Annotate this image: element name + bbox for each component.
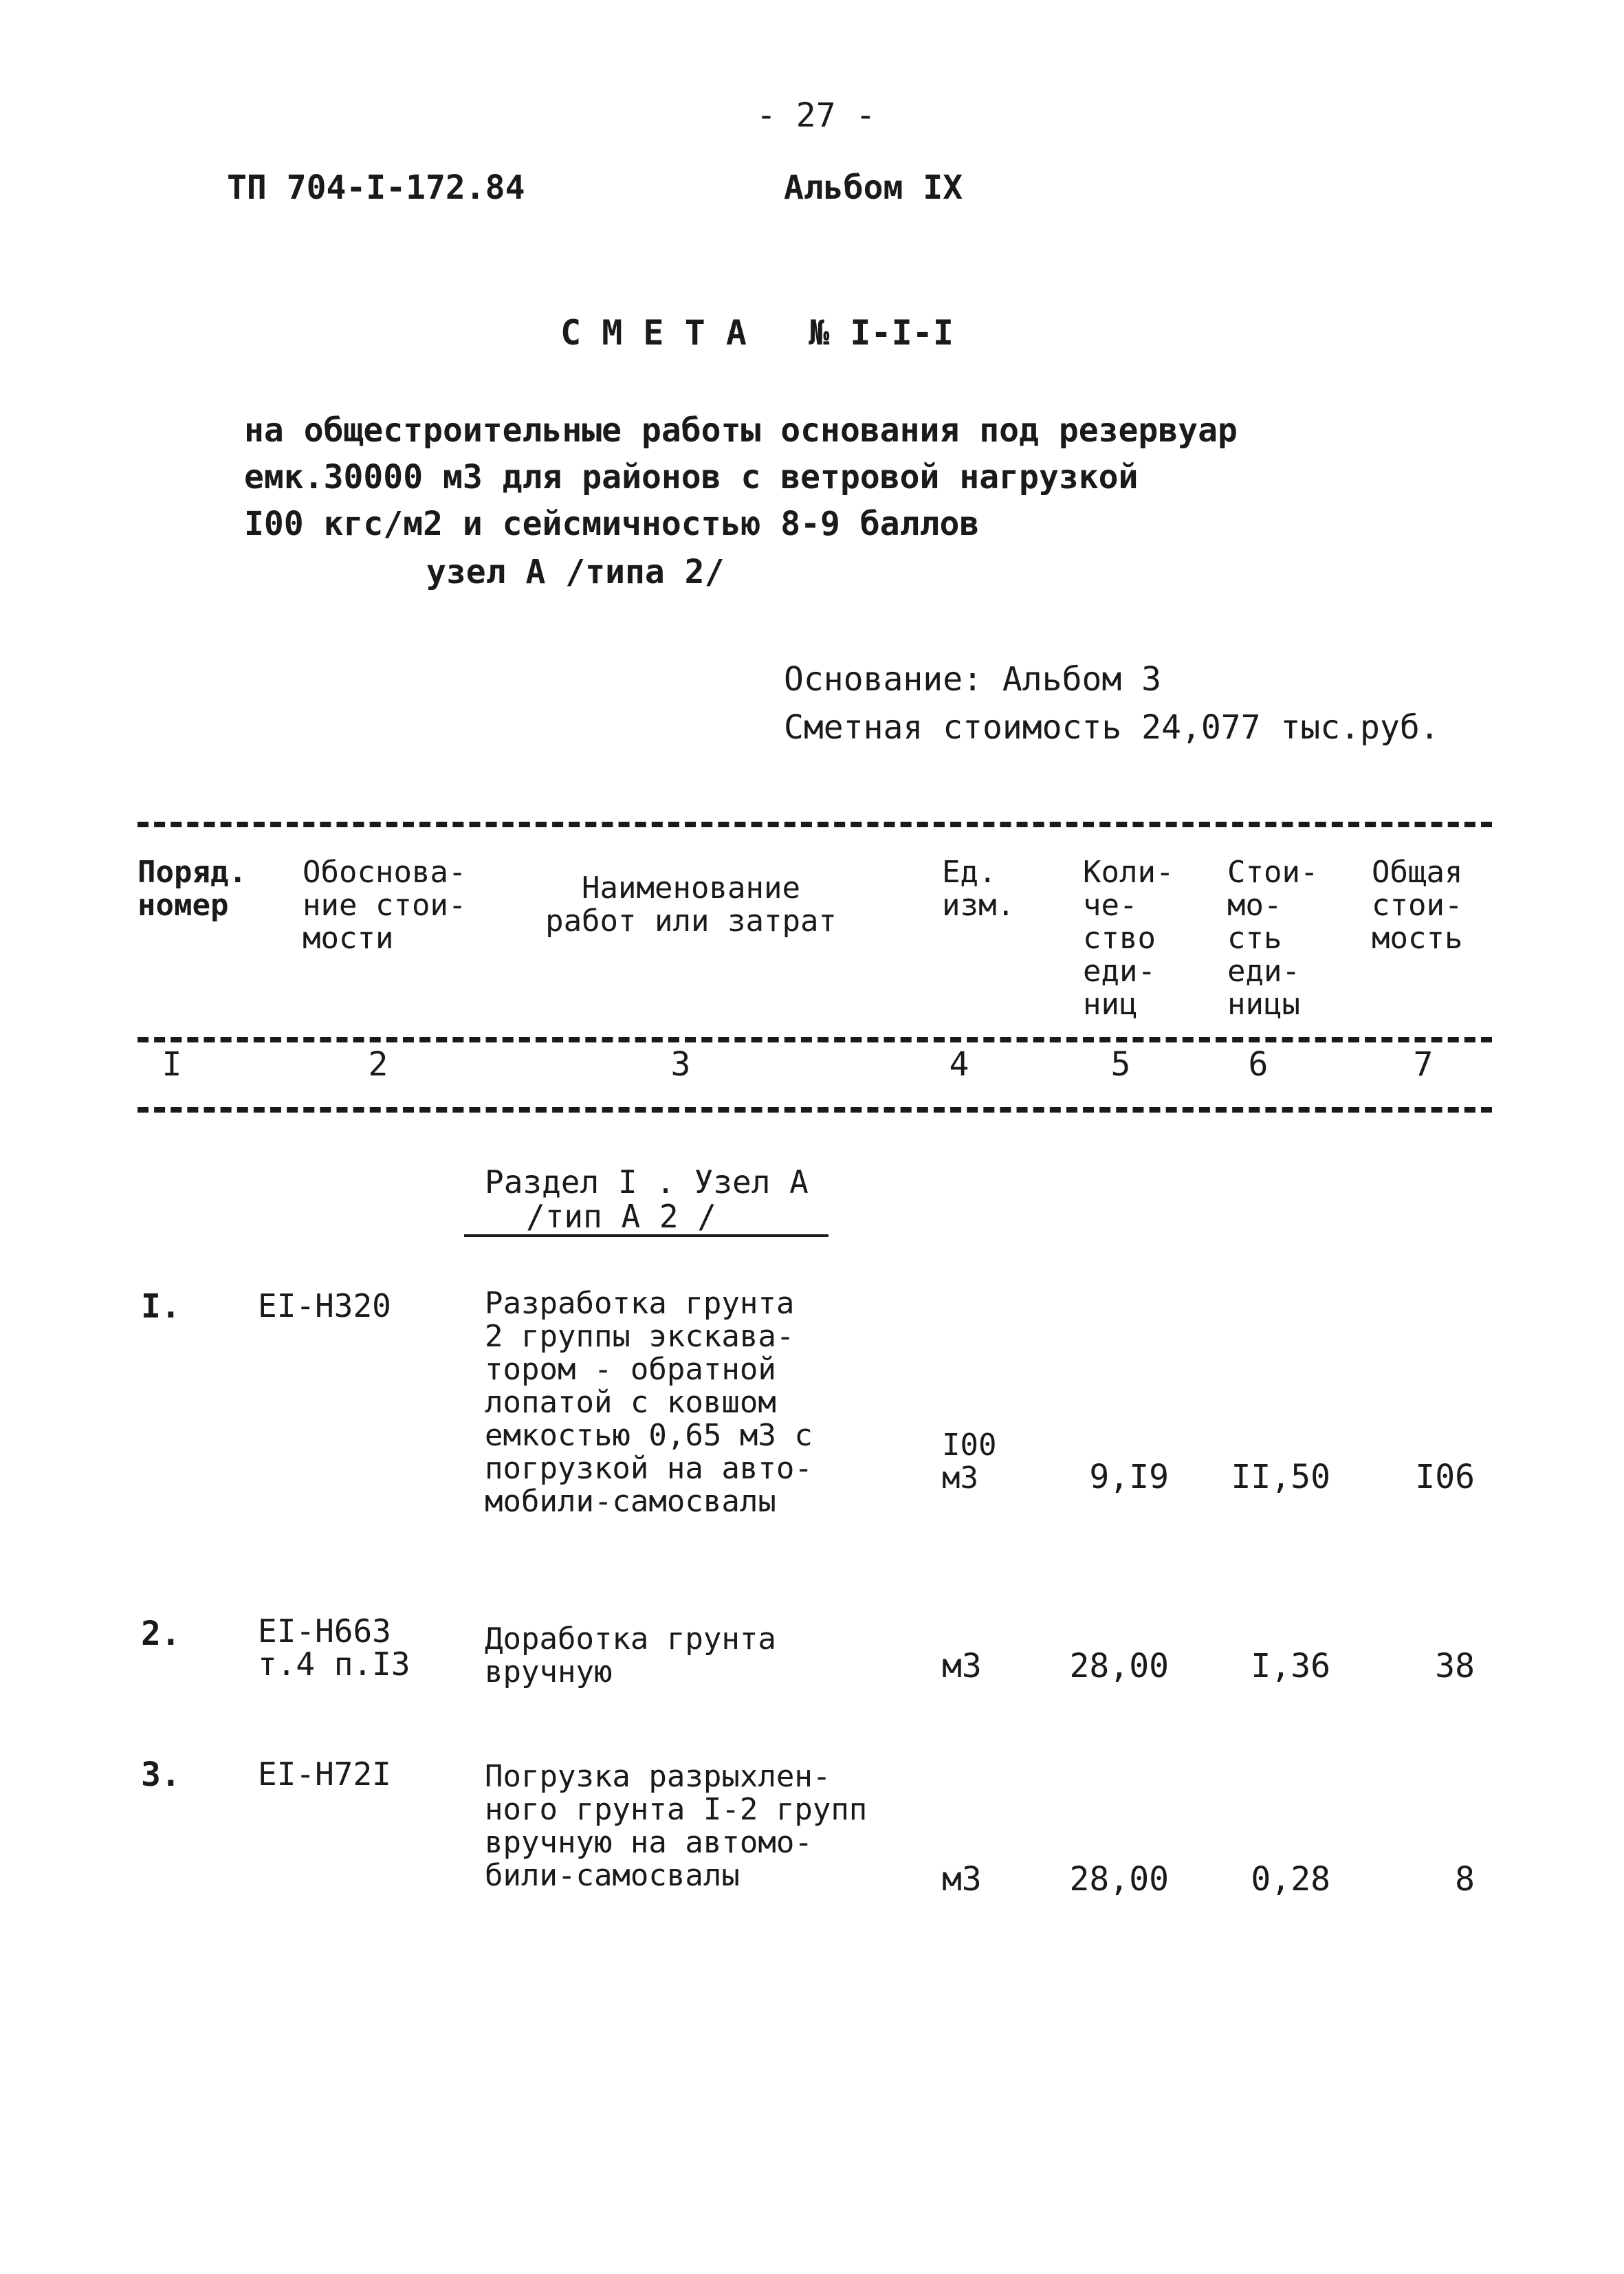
column-number-5: 5 bbox=[1110, 1045, 1131, 1084]
estimated-cost: Сметная стоимость 24,077 тыс.руб. bbox=[784, 708, 1440, 747]
description-line-2: емк.30000 м3 для районов с ветровой нагрузкой bbox=[244, 458, 1139, 496]
row-1-code: EI-H320 bbox=[258, 1287, 391, 1324]
row-3-work-name: Погрузка разрыхлен- ного грунта I-2 групп вручную на автомо- били-самосвалы bbox=[485, 1759, 868, 1893]
column-numbers-rule bbox=[138, 1107, 1492, 1113]
row-3-number: 3. bbox=[141, 1756, 181, 1794]
column-number-3: 3 bbox=[670, 1045, 691, 1084]
header-bottom-rule bbox=[138, 1037, 1492, 1042]
row-3-unit: м3 bbox=[942, 1860, 982, 1899]
column-number-4: 4 bbox=[949, 1045, 969, 1084]
row-3-unit-cost: 0,28 bbox=[1251, 1860, 1330, 1899]
document-code: ТП 704-I-172.84 bbox=[227, 168, 525, 207]
row-1-work-name: Разработка грунта 2 группы экскава- тором - обратной лопатой с ковшом емкостью 0,65 м3 с погрузкой на авто- мобили-самосвалы bbox=[485, 1286, 813, 1519]
page-number: - 27 - bbox=[756, 96, 876, 135]
column-number-7: 7 bbox=[1413, 1045, 1434, 1084]
row-2-work-name: Доработка грунта вручную bbox=[485, 1621, 776, 1690]
table-top-rule bbox=[138, 822, 1492, 827]
row-2-unit: м3 bbox=[942, 1647, 982, 1685]
section-type: /тип А 2 / bbox=[526, 1198, 716, 1235]
header-order-number: Поряд. номер bbox=[138, 855, 247, 923]
row-3-quantity: 28,00 bbox=[1069, 1860, 1169, 1899]
row-2-code: EI-H663 т.4 п.I3 bbox=[258, 1612, 410, 1683]
header-quantity: Коли- че- ство еди- ниц bbox=[1083, 855, 1174, 1022]
row-2-total-cost: 38 bbox=[1435, 1647, 1475, 1685]
description-line-3: I00 кгс/м2 и сейсмичностью 8-9 баллов bbox=[244, 505, 980, 543]
column-number-6: 6 bbox=[1248, 1045, 1269, 1084]
row-2-unit-cost: I,36 bbox=[1251, 1647, 1330, 1685]
basis-album: Основание: Альбом 3 bbox=[784, 660, 1162, 699]
album-label: Альбом IX bbox=[784, 168, 963, 207]
row-1-unit-cost: II,50 bbox=[1231, 1458, 1330, 1496]
row-2-number: 2. bbox=[141, 1615, 181, 1653]
row-1-unit: I00 м3 bbox=[942, 1428, 997, 1496]
row-1-quantity: 9,I9 bbox=[1089, 1458, 1169, 1496]
row-3-total-cost: 8 bbox=[1455, 1860, 1475, 1899]
header-work-name: Наименование работ или затрат bbox=[545, 871, 837, 939]
header-total-cost: Общая стои- мость bbox=[1372, 855, 1463, 956]
row-1-total-cost: I06 bbox=[1415, 1458, 1475, 1496]
header-unit: Ед. изм. bbox=[942, 855, 1015, 923]
description-line-1: на общестроительные работы основания под резервуар bbox=[244, 411, 1238, 450]
column-number-1: I bbox=[162, 1045, 182, 1084]
section-underline bbox=[464, 1234, 829, 1237]
row-3-code: EI-H72I bbox=[258, 1756, 391, 1793]
row-1-number: I. bbox=[141, 1287, 181, 1326]
column-number-2: 2 bbox=[368, 1045, 388, 1084]
estimate-heading: С М Е Т А № I-I-I bbox=[560, 313, 954, 353]
header-cost-basis: Обоснова- ние стои- мости bbox=[303, 855, 467, 956]
header-unit-cost: Стои- мо- сть еди- ницы bbox=[1227, 855, 1319, 1022]
description-line-4: узел А /типа 2/ bbox=[426, 553, 725, 591]
section-title: Раздел I . Узел А bbox=[485, 1163, 809, 1201]
row-2-quantity: 28,00 bbox=[1069, 1647, 1169, 1685]
